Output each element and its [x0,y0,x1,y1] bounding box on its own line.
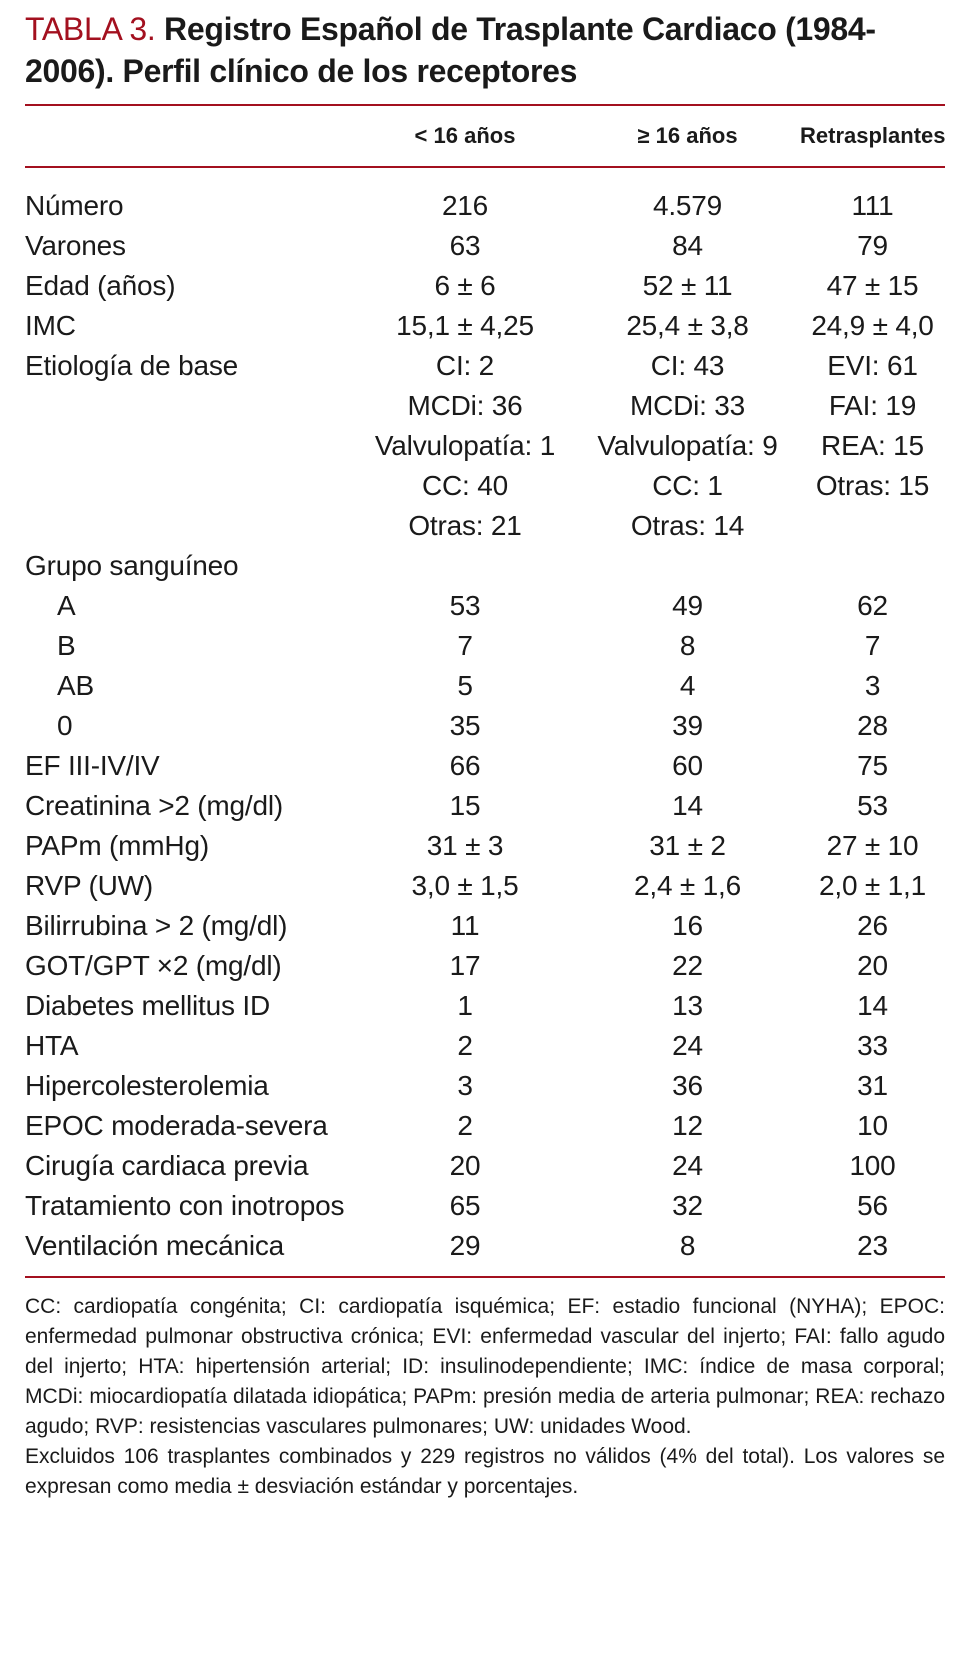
table-cell: 14 [672,790,703,821]
table-row [25,906,945,946]
table-cell: 3,0 ± 1,5 [411,870,519,901]
table-cell: 2,4 ± 1,6 [634,870,741,901]
row-label: RVP (UW) [25,870,154,901]
table-cell: 17 [449,950,481,981]
table-cell: 15 [449,790,481,821]
table-cell: 62 [857,590,888,621]
row-label: Número [25,190,124,221]
table-cell: 53 [449,590,481,621]
table-row [25,866,945,906]
row-label: AB [57,670,94,701]
table-cell: 32 [672,1190,703,1221]
table-cell: 20 [857,950,888,981]
table-cell: 65 [449,1190,481,1221]
table-cell: 66 [449,750,481,781]
table-row [25,226,945,266]
row-label: Etiología de base [25,350,238,381]
table-cell: CC: 1 [652,470,723,501]
row-label: EF III-IV/IV [25,750,160,781]
table-row [25,386,945,426]
table-footnotes [25,1292,945,1502]
table-cell: 16 [672,910,703,941]
table-cell: 12 [672,1110,703,1141]
table-cell: 84 [672,230,703,261]
table-row [25,1146,945,1186]
table-row [25,506,945,546]
table-cell: 39 [672,710,703,741]
table-cell: 100 [849,1150,896,1181]
table-cell: 111 [851,190,894,221]
table-row [25,1226,945,1266]
table-cell: 79 [857,230,888,261]
table-cell: 3 [457,1070,473,1101]
table-cell: 26 [857,910,888,941]
table-cell: 6 ± 6 [434,270,496,301]
row-label: Creatinina >2 (mg/dl) [25,790,284,821]
table-cell: 2 [457,1110,473,1141]
table-cell: 29 [449,1230,481,1261]
table-cell: Otras: 15 [815,470,930,501]
table-cell: 53 [857,790,888,821]
table-row [25,1106,945,1146]
row-label: EPOC moderada-severa [25,1110,328,1141]
table-cell: 49 [672,590,703,621]
table-cell: 31 ± 3 [426,830,504,861]
table-row [25,746,945,786]
table-cell: 22 [672,950,703,981]
table-cell: FAI: 19 [828,390,917,421]
table-row [25,186,945,226]
table-row [25,306,945,346]
row-label: IMC [25,310,76,341]
table-cell: MCDi: 33 [629,390,746,421]
table-row [25,1186,945,1226]
table-cell: 11 [450,910,480,941]
table-cell: CI: 2 [435,350,495,381]
table-row [25,626,945,666]
column-header-row [25,106,945,166]
column-header: ≥ 16 años [637,123,738,148]
table-cell: 31 [857,1070,888,1101]
table-row [25,786,945,826]
row-label: Edad (años) [25,270,176,301]
table-cell: 8 [679,1230,696,1261]
table-cell: 24,9 ± 4,0 [811,310,934,341]
table-cell: MCDi: 36 [407,390,523,421]
row-label: GOT/GPT ×2 (mg/dl) [25,950,282,981]
table-row [25,986,945,1026]
exclusions-note: Excluidos 106 trasplantes combinados y 229 registros no válidos (4% del total). Los valores se expresan como media ± desviación estándar y porcentajes. [25,1445,945,1498]
table-bottom-rule [25,1276,945,1278]
table-cell: 27 ± 10 [826,830,919,861]
row-label: HTA [25,1030,79,1061]
table-cell: 52 ± 11 [642,270,733,301]
table-cell: 13 [672,990,703,1021]
row-label: A [57,590,76,621]
table-cell: 14 [857,990,888,1021]
row-label: Diabetes mellitus ID [25,990,270,1021]
table-row [25,1066,945,1106]
row-label: 0 [57,710,73,741]
table-cell: 31 ± 2 [649,830,726,861]
table-title [25,8,945,92]
column-header: < 16 años [414,123,516,148]
table-cell: 10 [857,1110,888,1141]
row-label: Varones [25,230,126,261]
row-label: B [57,630,76,661]
table-cell: 24 [672,1150,703,1181]
table-cell: REA: 15 [821,430,924,461]
table-cell: 63 [449,230,481,261]
table-cell: 47 ± 15 [826,270,919,301]
row-label: Cirugía cardiaca previa [25,1150,309,1181]
table-cell: Valvulopatía: 1 [374,430,556,461]
row-label: PAPm (mmHg) [25,830,209,861]
table-cell: 1 [457,990,473,1021]
table-cell: 4 [679,670,696,701]
table-title-text: Registro Español de Trasplante Cardiaco (1984-2006). Perfil clínico de los receptores [25,11,876,89]
table-row [25,946,945,986]
table-cell: Otras: 14 [630,510,745,541]
table-cell: 2 [457,1030,473,1061]
table-cell: 5 [457,670,473,701]
table-cell: 3 [864,670,881,701]
table-cell: 8 [679,630,696,661]
table-row [25,266,945,306]
table-row [25,426,945,466]
table-cell: CI: 43 [650,350,725,381]
table-row [25,546,945,586]
table-cell: 23 [857,1230,888,1261]
table-cell: 7 [864,630,881,661]
table-row [25,706,945,746]
table-body [25,168,945,1276]
table-cell: 20 [449,1150,481,1181]
row-label: Grupo sanguíneo [25,550,239,581]
table-cell: 75 [857,750,888,781]
table-cell: Valvulopatía: 9 [597,430,778,461]
row-label: Bilirrubina > 2 (mg/dl) [25,910,288,941]
row-label: Ventilación mecánica [25,1230,285,1261]
table-cell: 7 [457,630,473,661]
column-header: Retrasplantes [800,123,946,148]
table-cell: 216 [441,190,489,221]
table-cell: 28 [857,710,888,741]
table-row [25,466,945,506]
row-label: Tratamiento con inotropos [25,1190,345,1221]
table-cell: 24 [672,1030,703,1061]
abbreviations-note: CC: cardiopatía congénita; CI: cardiopatía isquémica; EF: estadio funcional (NYHA); EPOC: enfermedad pulmonar obstructiva crónica; EVI: enfermedad vascular del injerto; FAI: fallo agudo del injerto; HTA: hipertensión arterial; ID: insulinodependiente; IMC: índice de masa corporal; MCDi: miocardiopatía dilatada idiopática; PAPm: presión media de arteria pulmonar; REA: rechazo agudo; RVP: resistencias vasculares pulmonares; UW: unidades Wood. [25,1295,945,1438]
table-row [25,586,945,626]
table-cell: 2,0 ± 1,1 [819,870,926,901]
table-cell: 35 [449,710,481,741]
table-cell: 36 [672,1070,703,1101]
table-document [25,0,945,1502]
row-label: Hipercolesterolemia [25,1070,269,1101]
table-cell: 56 [857,1190,888,1221]
table-cell: 25,4 ± 3,8 [626,310,749,341]
table-number-label: TABLA 3. [25,11,156,47]
table-cell: EVI: 61 [827,350,918,381]
table-cell: 60 [672,750,703,781]
table-row [25,666,945,706]
table-cell: CC: 40 [422,470,508,501]
table-cell: Otras: 21 [408,510,522,541]
table-row [25,1026,945,1066]
table-row [25,346,945,386]
table-cell: 4.579 [652,190,723,221]
table-cell: 15,1 ± 4,25 [396,310,534,341]
table-cell: 33 [857,1030,888,1061]
table-row [25,826,945,866]
